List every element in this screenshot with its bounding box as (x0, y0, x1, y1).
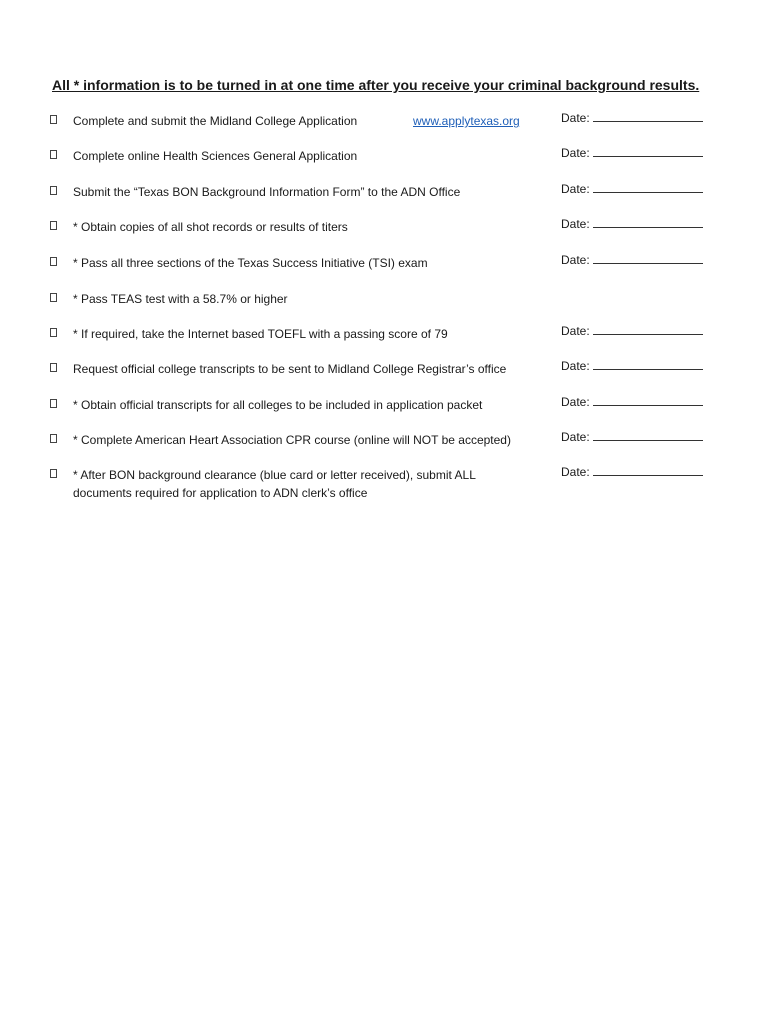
date-label: Date: (561, 253, 590, 267)
checklist-item-label: * Pass TEAS test with a 58.7% or higher (73, 292, 288, 306)
date-field[interactable] (561, 144, 703, 162)
checklist-item (0, 147, 770, 167)
checkbox[interactable] (50, 328, 57, 337)
date-blank-line[interactable] (593, 322, 703, 335)
checklist-item-label: * Obtain official transcripts for all colleges to be included in application packet (73, 398, 483, 412)
checkbox[interactable] (50, 469, 57, 478)
checkbox[interactable] (50, 186, 57, 195)
date-blank-line[interactable] (593, 393, 703, 406)
date-label: Date: (561, 146, 590, 160)
date-field[interactable] (561, 109, 703, 127)
date-label: Date: (561, 395, 590, 409)
checklist-item (0, 290, 770, 310)
date-blank-line[interactable] (593, 215, 703, 228)
date-label: Date: (561, 465, 590, 479)
checklist-item-label: Submit the “Texas BON Background Information Form” to the ADN Office (73, 185, 461, 199)
checkbox[interactable] (50, 115, 57, 124)
applytexas-link[interactable]: www.applytexas.org (413, 114, 520, 128)
checkbox[interactable] (50, 150, 57, 159)
checklist-item (0, 112, 770, 132)
checklist-item-label: * If required, take the Internet based TOEFL with a passing score of 79 (73, 327, 448, 341)
date-blank-line[interactable] (593, 357, 703, 370)
checklist-item-label: Complete online Health Sciences General Application (73, 149, 358, 163)
checkbox[interactable] (50, 293, 57, 302)
date-field[interactable] (561, 393, 703, 411)
date-field[interactable] (561, 180, 703, 198)
checklist-item (0, 254, 770, 274)
checklist-item (0, 360, 770, 380)
date-field[interactable] (561, 322, 703, 340)
date-field[interactable] (561, 463, 703, 481)
checklist-item (0, 431, 770, 451)
checklist-item-label: Request official college transcripts to be sent to Midland College Registrar’s office (73, 362, 507, 376)
page-heading: All * information is to be turned in at one time after you receive your criminal background results. (52, 77, 700, 93)
checklist-item (0, 218, 770, 238)
checklist-item (0, 396, 770, 416)
checkbox[interactable] (50, 363, 57, 372)
checkbox[interactable] (50, 221, 57, 230)
date-label: Date: (561, 182, 590, 196)
date-field[interactable] (561, 428, 703, 446)
checkbox[interactable] (50, 257, 57, 266)
date-label: Date: (561, 111, 590, 125)
checklist-item-label: * After BON background clearance (blue card or letter received), submit ALL documents required for application to ADN clerk’s office (73, 468, 476, 500)
checklist-item-label: Complete and submit the Midland College Application (73, 114, 358, 128)
date-blank-line[interactable] (593, 463, 703, 476)
checklist-item (0, 325, 770, 345)
date-label: Date: (561, 359, 590, 373)
checklist-item (0, 183, 770, 203)
date-field[interactable] (561, 251, 703, 269)
date-label: Date: (561, 430, 590, 444)
date-blank-line[interactable] (593, 428, 703, 441)
date-blank-line[interactable] (593, 180, 703, 193)
checklist-item-label: * Obtain copies of all shot records or results of titers (73, 220, 348, 234)
checklist-item-label: * Pass all three sections of the Texas Success Initiative (TSI) exam (73, 256, 428, 270)
checklist-item-label: * Complete American Heart Association CPR course (online will NOT be accepted) (73, 433, 511, 447)
date-field[interactable] (561, 357, 703, 375)
date-label: Date: (561, 217, 590, 231)
checkbox[interactable] (50, 434, 57, 443)
date-blank-line[interactable] (593, 144, 703, 157)
date-label: Date: (561, 324, 590, 338)
checkbox[interactable] (50, 399, 57, 408)
checklist-item (0, 465, 770, 500)
date-blank-line[interactable] (593, 251, 703, 264)
date-field[interactable] (561, 215, 703, 233)
date-blank-line[interactable] (593, 109, 703, 122)
